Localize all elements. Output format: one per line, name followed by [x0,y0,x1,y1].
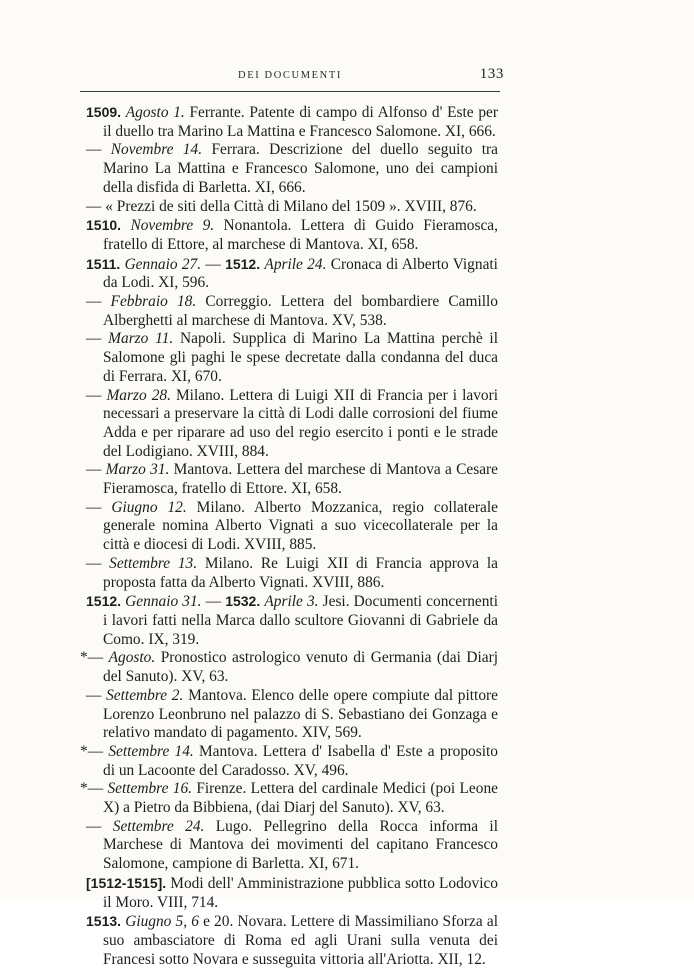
entry-dash: — [86,498,102,516]
entry-dash: — [86,686,102,704]
entry-dash: — [86,330,102,348]
index-entry [86,387,498,462]
index-entry [86,592,498,649]
entry-dash: *— [80,742,104,760]
entry-text: Correggio. Lettera del bombardiere Camillo Alberghetti al marchese di Mantova. XV, 538. [103,293,498,329]
entry-date: Settembre 2. [106,686,184,704]
index-entry [86,330,498,386]
entry-year: 1509. [86,104,122,120]
index-entry [86,293,498,330]
entry-year: 1511. [86,255,121,272]
index-entry [80,780,498,817]
entry-text: Milano. Lettera di Luigi XII di Francia per i lavori necessari a preservare la città di Lodi dalle corrosioni del fiume Adda e per riparare ad uso del regio esercito i ponti e le strade del Lodigiano. XVIII, 884. [103,386,498,460]
entry-date: Febbraio 18. [110,293,197,311]
index-entry [86,687,498,743]
entry-text: Milano. Alberto Mozzanica, regio collaterale generale nomina Alberto Vignati a suo vicecollaterale per la città e diocesi di Lodi. XVIII, 885. [103,498,498,554]
entry-year: [1512-1515]. [86,874,167,891]
header-rule [80,91,500,92]
index-entry [86,874,498,912]
entry-date: Giugno 12. [111,498,187,516]
entry-text: e 20. Novara. Lettere di Massimiliano Sforza al suo ambasciatore di Roma ed agli Urani sulla venuta dei Francesi sotto Novara e susseguita vittoria all'Ariotta. XII, 12. [103,913,498,968]
entry-text: Jesi. Documenti concernenti i lavori fatti nella Marca dallo scultore Giovanni di Gabriele da Como. IX, 319. [103,593,498,648]
index-entry [86,818,498,874]
running-title: DEI DOCUMENTI [238,70,342,81]
entry-year: 1512. [86,593,122,610]
entry-text: Ferrante. Patente di campo di Alfonso d' Este per il duello tra Marino La Mattina e Francesco Salomone. XI, 666. [103,104,498,140]
index-entry [86,912,498,969]
entry-dash: — [86,141,102,159]
entry-year: 1510. [86,217,122,234]
index-entry [86,216,498,254]
entry-text: Napoli. Supplica di Marino La Mattina perchè il Salomone gli paghi le spese decretate dalla condanna del duca di Ferrara. XI, 670. [103,330,498,385]
entry-date: Marzo 31. [105,461,170,479]
entry-date: Agosto 1. [125,104,185,121]
index-entry [86,555,498,592]
entry-dash: *— [80,649,104,667]
index-entry [86,103,498,141]
entry-text: Milano. Re Luigi XII di Francia approva la proposta fatta da Alberto Vignati. XVIII, 886. [103,554,498,591]
entry-date: Gennaio 31. [125,593,202,611]
index-entry [86,141,498,197]
index-entry [80,649,498,686]
entry-text: Firenze. Lettera del cardinale Medici (poi Leone X) a Pietro da Bibbiena, (dai Diarj del Sanuto). XV, 63. [103,780,498,817]
entry-text: « Prezzi de siti della Città di Milano del 1509 ». XVIII, 876. [105,197,477,215]
entry-list [80,103,498,969]
page-number: 133 [479,66,504,82]
entry-year: 1513. [86,913,122,930]
entry-dash: — [86,461,102,479]
index-entry [86,461,498,498]
entry-year-end: 1532. [225,593,261,610]
entry-date-end: Aprile 3. [264,593,319,611]
entry-text: Pronostico astrologico venuto di Germania (dai Diarj del Sanuto). XV, 63. [103,649,498,686]
entry-text: Mantova. Lettera d' Isabella d' Este a proposito di un Lacoonte del Caradosso. XV, 496. [103,742,498,779]
entry-date: Marzo 28. [106,386,171,404]
entry-date: Gennaio 27. [124,255,202,273]
entry-dash: — [86,817,102,835]
entry-dash: — [86,386,102,404]
entry-date: Settembre 13. [109,554,198,572]
entry-dash: *— [80,780,104,798]
entry-date: Novembre 14. [110,141,203,159]
entry-year-end: 1512. [225,255,261,272]
entry-text: Lugo. Pellegrino della Rocca informa il Marchese di Mantova dei movimenti del capitano Francesco Salomone, campione di Barletta. XI, 671. [103,817,498,873]
index-entry [86,255,498,293]
entry-dash: — [86,293,102,311]
index-entry [86,198,498,217]
entry-date: Novembre 9. [130,217,215,235]
entry-connector: — [205,593,222,611]
index-entry [80,742,498,780]
entry-text: Modi dell' Amministrazione pubblica sotto Lodovico il Moro. VIII, 714. [103,874,498,911]
entry-text: Nonantola. Lettera di Guido Fieramosca, fratello di Ettore, al marchese di Mantova. XI, 658. [103,217,498,253]
entry-date: Settembre 14. [108,742,194,760]
entry-text: Cronaca di Alberto Vignati da Lodi. XI, 596. [103,255,498,292]
entry-dash: — [86,197,102,215]
index-entry [86,499,498,555]
page-header [80,66,504,88]
entry-date: Settembre 16. [107,780,192,798]
entry-text: Mantova. Lettera del marchese di Mantova a Cesare Fieramosca, fratello di Ettore. XI, 658. [103,461,498,498]
entry-dash: — [86,554,102,572]
entry-date-end: Aprile 24. [264,255,327,273]
entry-text: Mantova. Elenco delle opere compiute dal pittore Lorenzo Leonbruno nel palazzo di S. Sebastiano dei Gonzaga e relativo mandato di pagamento. XIV, 569. [103,686,498,742]
entry-date: Giugno 5, 6 [125,913,199,931]
entry-connector: — [205,255,221,273]
entry-date: Agosto. [108,649,156,667]
entry-date: Settembre 24. [112,817,205,835]
entry-date: Marzo 11. [108,330,174,348]
entry-text: Ferrara. Descrizione del duello seguito tra Marino La Mattina e Francesco Salomone, uno dei campioni della disfida di Barletta. XI, 666. [103,141,498,196]
